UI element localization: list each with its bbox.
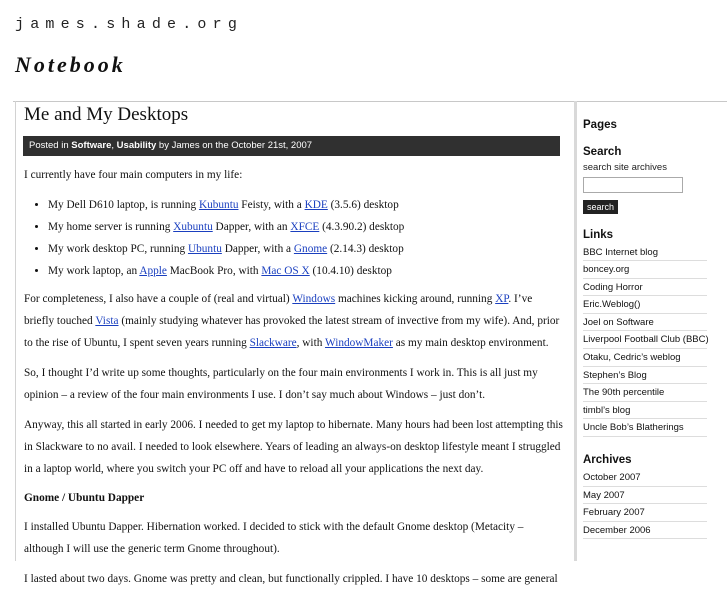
section-heading: Gnome / Ubuntu Dapper xyxy=(24,492,145,504)
computer-list xyxy=(24,194,564,282)
archive-item[interactable]: October 2007 xyxy=(583,469,707,487)
list-item xyxy=(48,194,564,216)
link-mac-os-x[interactable]: Mac OS X xyxy=(261,265,310,277)
list-text: (4.3.90.2) desktop xyxy=(319,221,405,233)
link-xfce[interactable]: XFCE xyxy=(290,221,320,233)
post-intro: I currently have four main computers in my life: xyxy=(24,169,243,181)
paragraph-text: For completeness, I also have a couple of (real and virtual) xyxy=(24,293,293,305)
link-ubuntu[interactable]: Ubuntu xyxy=(187,243,222,255)
list-text: (2.14.3) desktop xyxy=(327,243,404,255)
list-item xyxy=(48,238,564,260)
link-xp[interactable]: XP xyxy=(495,293,509,305)
list-text: (10.4.10) desktop xyxy=(309,265,392,277)
meta-separator: , xyxy=(111,140,115,151)
category-link-usability[interactable]: Usability xyxy=(116,140,157,151)
archive-item[interactable]: December 2006 xyxy=(583,522,707,540)
link-apple[interactable]: Apple xyxy=(139,265,167,277)
search-input[interactable] xyxy=(583,177,683,193)
archive-item[interactable]: February 2007 xyxy=(583,504,707,522)
link-slackware[interactable]: Slackware xyxy=(249,337,297,349)
post-body xyxy=(24,164,564,598)
sidebar xyxy=(574,101,727,561)
search-label: search site archives xyxy=(583,162,667,173)
paragraph-text: (mainly studying whatever has provoked the latest stream of invective from my wife). And, prior to the rise of Ubuntu, I spent seven years running xyxy=(24,315,560,349)
list-text: My Dell D610 laptop, is running xyxy=(48,199,199,211)
link-windowmaker[interactable]: WindowMaker xyxy=(324,337,393,349)
list-item xyxy=(48,260,564,282)
link-item[interactable]: boncey.org xyxy=(583,261,707,279)
pages-heading: Pages xyxy=(583,119,617,131)
link-windows[interactable]: Windows xyxy=(292,293,336,305)
post-paragraph: So, I thought I’d write up some thoughts, particularly on the four main environments I work in. This is all just my opinion – a review of the four main environments I use. I don’t say much about Windows – just don’t. xyxy=(24,367,538,401)
link-item[interactable]: Stephen’s Blog xyxy=(583,367,707,385)
link-item[interactable]: Liverpool Football Club (BBC) xyxy=(583,331,707,349)
archives-list xyxy=(583,469,707,539)
links-list xyxy=(583,244,707,438)
link-vista[interactable]: Vista xyxy=(95,315,119,327)
links-heading: Links xyxy=(583,228,614,241)
list-text: Feisty, with a xyxy=(238,199,305,211)
archive-item[interactable]: May 2007 xyxy=(583,487,707,505)
link-item[interactable]: Uncle Bob’s Blatherings xyxy=(583,419,707,437)
link-xubuntu[interactable]: Xubuntu xyxy=(173,221,213,233)
post-paragraph: Anyway, this all started in early 2006. I needed to get my laptop to hibernate. Many hours had been lost attempting this in Slackware to no avail. I needed to look elsewhere. Years of leading an always-on desktop lifestyle meant I struggled in a laptop world, where you switch your PC off and have to reload all your applications the next day. xyxy=(24,419,563,475)
paragraph-text: machines kicking around, running xyxy=(335,293,496,305)
list-text: My home server is running xyxy=(48,221,174,233)
post-title[interactable]: Me and My Desktops xyxy=(24,104,189,125)
site-name[interactable]: james.shade.org xyxy=(15,16,244,33)
post-meta-bar xyxy=(23,136,560,156)
meta-prefix: Posted in xyxy=(29,140,69,151)
link-item[interactable]: The 90th percentile xyxy=(583,384,707,402)
list-item xyxy=(48,216,564,238)
link-item[interactable]: Coding Horror xyxy=(583,279,707,297)
category-link-software[interactable]: Software xyxy=(71,140,112,151)
paragraph-text: as my main desktop environment. xyxy=(392,337,549,349)
post-paragraph xyxy=(24,288,564,354)
post-paragraph: I lasted about two days. Gnome was pretty and clean, but functionally crippled. I have 10 desktops – some are general xyxy=(24,573,558,585)
link-item[interactable]: Joel on Software xyxy=(583,314,707,332)
link-item[interactable]: timbl’s blog xyxy=(583,402,707,420)
link-item[interactable]: Otaku, Cedric’s weblog xyxy=(583,349,707,367)
search-heading: Search xyxy=(583,146,622,158)
link-kde[interactable]: KDE xyxy=(304,199,328,211)
archives-heading: Archives xyxy=(583,454,632,467)
meta-byline: by James on the October 21st, 2007 xyxy=(158,140,313,151)
paragraph-text: , with xyxy=(296,337,325,349)
main-content xyxy=(15,101,563,585)
list-text: (3.5.6) desktop xyxy=(327,199,399,211)
link-item[interactable]: Eric.Weblog() xyxy=(583,296,707,314)
list-text: My work laptop, an xyxy=(48,265,140,277)
list-text: Dapper, with an xyxy=(212,221,291,233)
link-kubuntu[interactable]: Kubuntu xyxy=(198,199,239,211)
link-item[interactable]: BBC Internet blog xyxy=(583,244,707,262)
list-text: My work desktop PC, running xyxy=(48,243,188,255)
search-button[interactable]: search xyxy=(583,200,618,214)
list-text: Dapper, with a xyxy=(221,243,294,255)
list-text: MacBook Pro, with xyxy=(166,265,262,277)
post-paragraph: I installed Ubuntu Dapper. Hibernation worked. I decided to stick with the default Gnome desktop (Metacity – although I will use the generic term Gnome throughout). xyxy=(24,521,524,555)
paragraph-text: . I’ve briefly touched xyxy=(24,293,533,327)
site-description: Notebook xyxy=(15,52,126,77)
link-gnome[interactable]: Gnome xyxy=(293,243,328,255)
